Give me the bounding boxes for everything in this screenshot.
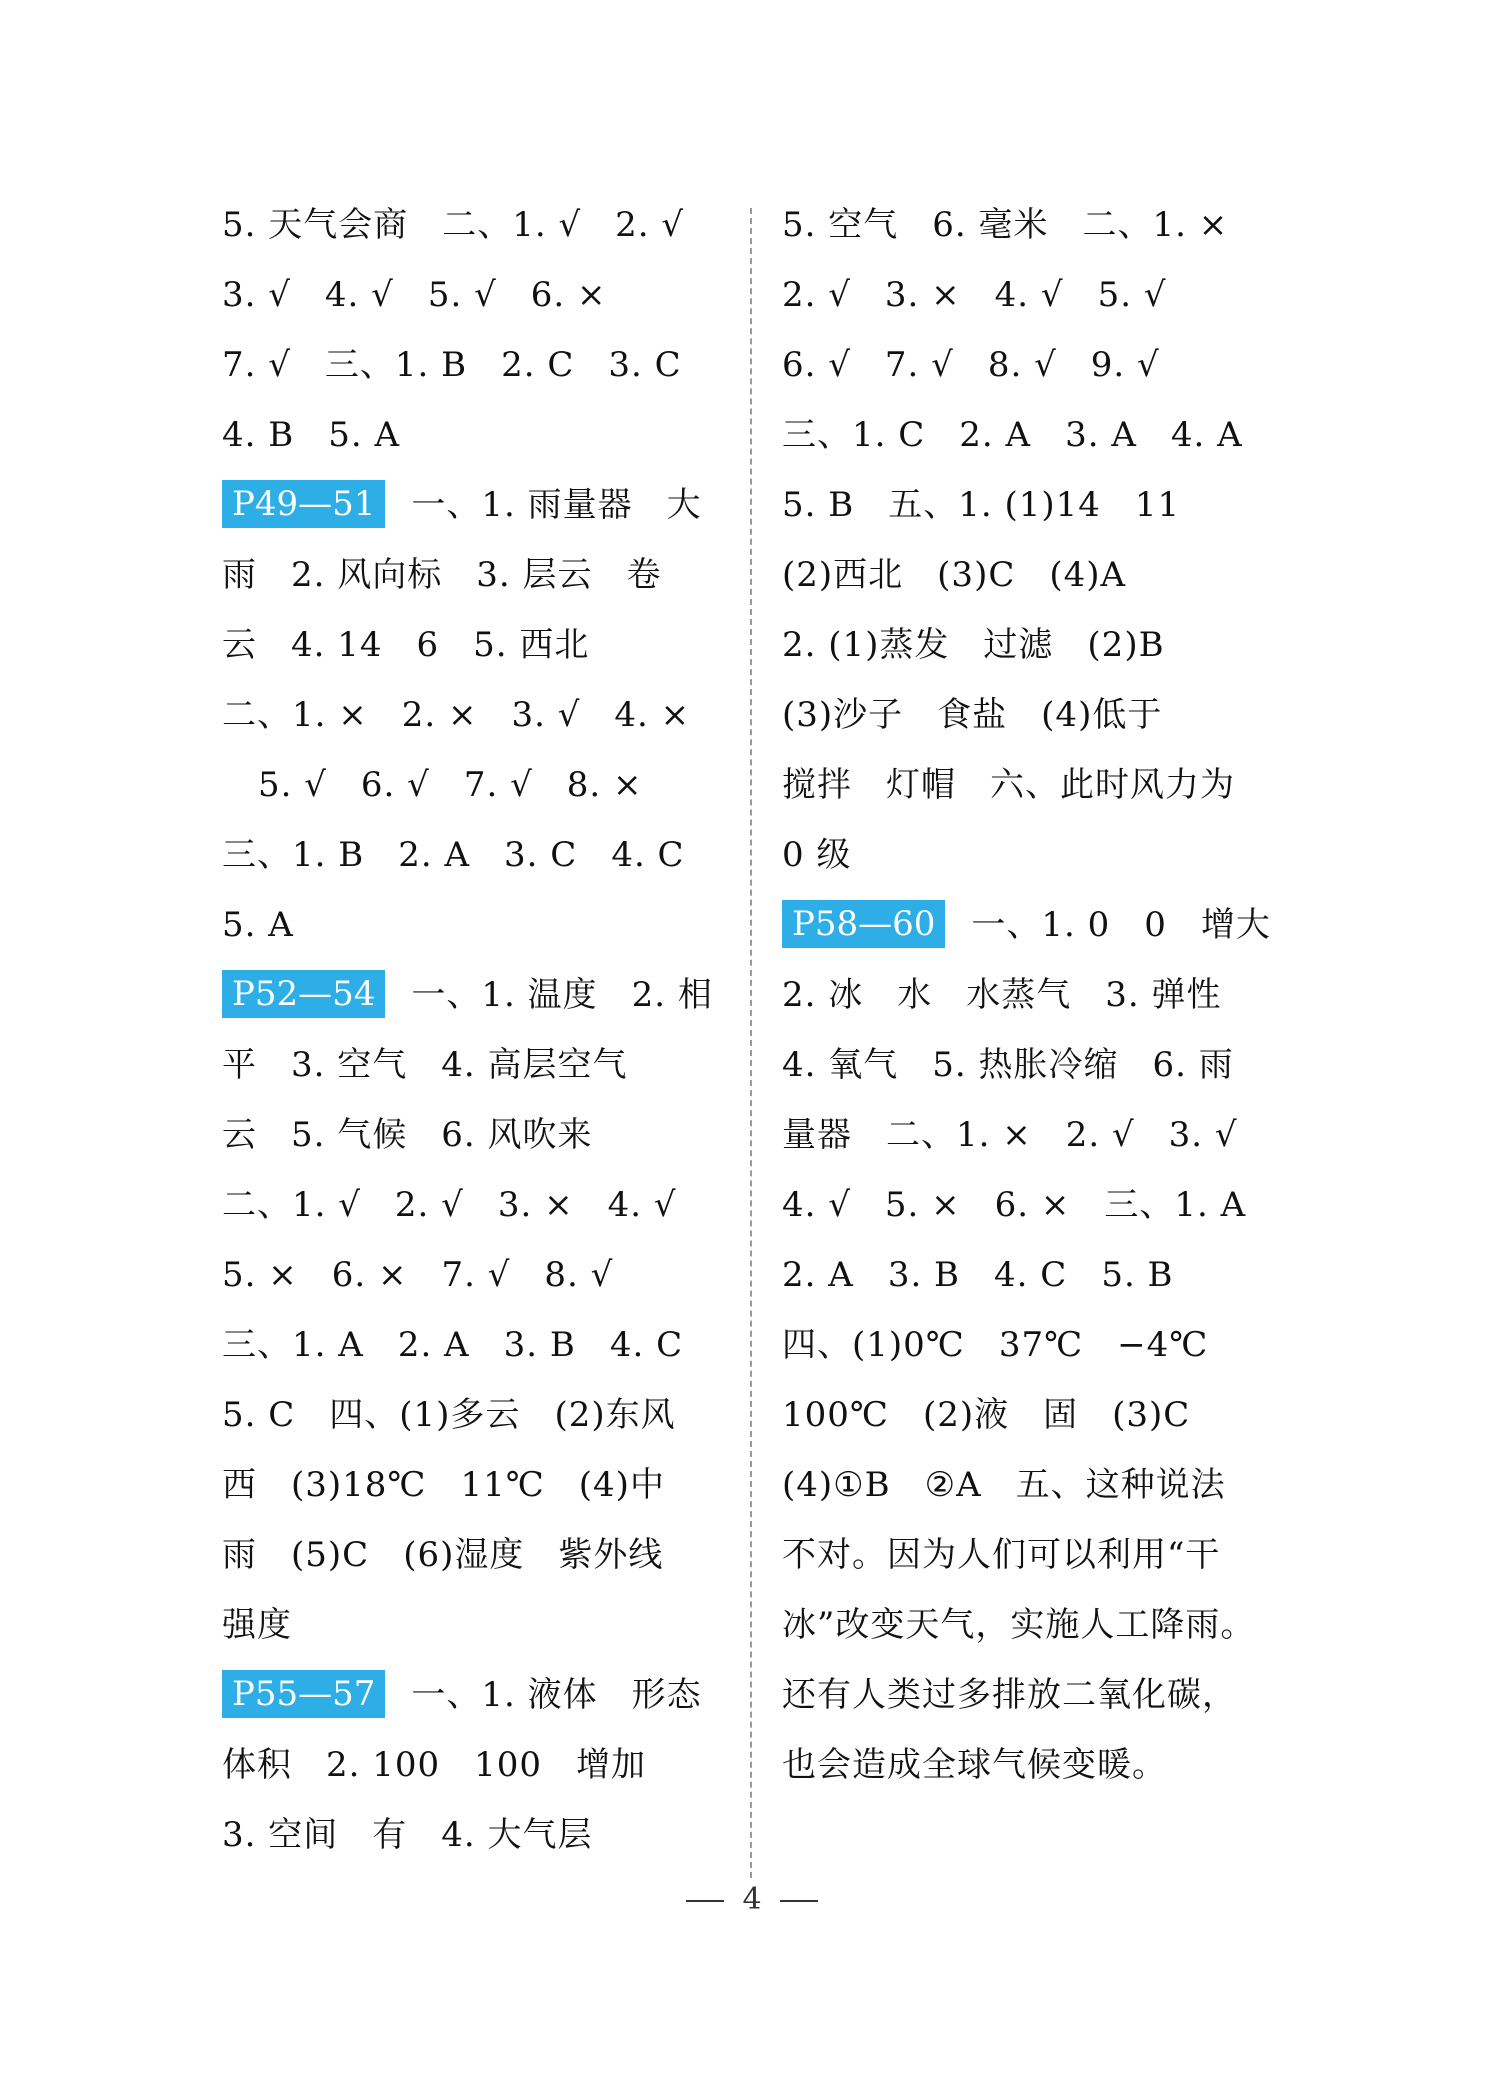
answer-text: 4. C <box>994 1255 1068 1295</box>
answer-text: 一、1. 雨量器 <box>411 485 633 525</box>
page-range-badge: P55—57 <box>222 1670 385 1718</box>
answer-text: 6. 风吹来 <box>441 1115 593 1155</box>
answer-line <box>782 1730 1322 1800</box>
answer-line <box>782 1450 1322 1520</box>
answer-text: 2. 100 <box>326 1745 441 1785</box>
answer-text: 5. 空气 <box>782 205 899 245</box>
answer-text: 强度 <box>222 1605 292 1645</box>
answer-text: 3. A <box>1065 415 1137 455</box>
answer-text: 8. × <box>566 765 643 805</box>
answer-text: 卷 <box>626 555 662 595</box>
answer-text: 3. 空间 <box>222 1815 339 1855</box>
answer-text: 5. C <box>222 1395 296 1435</box>
answer-text: 增加 <box>576 1745 647 1785</box>
answer-text: 搅拌 <box>782 765 852 805</box>
answer-line <box>782 1660 1322 1730</box>
answer-text: 3. √ <box>511 695 581 735</box>
answer-text: 3. √ <box>1168 1115 1238 1155</box>
answer-text: 5. √ <box>258 765 327 805</box>
answer-text: (2)液 <box>922 1395 1010 1435</box>
answer-text: 5. 气候 <box>291 1115 408 1155</box>
footer-dash-left <box>686 1900 724 1902</box>
answer-line <box>222 680 762 750</box>
answer-line <box>222 190 762 260</box>
answer-text: 4. 大气层 <box>441 1815 593 1855</box>
answer-text: 三、1. C <box>782 415 926 455</box>
answer-text: 6. √ <box>360 765 430 805</box>
answer-text: (4)中 <box>578 1465 665 1505</box>
answer-text: 量器 <box>782 1115 852 1155</box>
answer-text: 4. 高层空气 <box>441 1045 628 1085</box>
answer-text: 过滤 <box>983 625 1054 665</box>
page-footer <box>0 1882 1504 1917</box>
answer-text: (3)沙子 <box>782 695 904 735</box>
answer-line <box>782 680 1322 750</box>
answer-text: 2. √ <box>782 275 851 315</box>
answer-text: 二、1. √ <box>442 205 582 245</box>
answer-line <box>222 1660 762 1730</box>
answer-text: 2. A <box>397 1325 470 1365</box>
answer-text: 6. × <box>530 275 607 315</box>
answer-line <box>222 540 762 610</box>
answer-text: 2. A <box>959 415 1032 455</box>
answer-line <box>222 330 762 400</box>
answer-line <box>222 610 762 680</box>
answer-text: 3. × <box>497 1185 574 1225</box>
footer-dash-right <box>780 1900 818 1902</box>
answer-text: 4. √ <box>324 275 394 315</box>
answer-text: 4. √ <box>607 1185 677 1225</box>
page-number: 4 <box>742 1882 762 1917</box>
answer-text: 形态 <box>631 1675 702 1715</box>
answer-line <box>222 1730 762 1800</box>
answer-text: 大 <box>666 485 702 525</box>
left-answer-column <box>222 190 762 1870</box>
answer-text: 4. √ <box>994 275 1064 315</box>
answer-text: 6. √ <box>782 345 851 385</box>
answer-line <box>222 820 762 890</box>
answer-text: 2. √ <box>394 1185 464 1225</box>
answer-text: 3. 空气 <box>291 1045 408 1085</box>
answer-text: 雨 <box>222 555 257 595</box>
answer-text: 8. √ <box>544 1255 614 1295</box>
answer-text: 3. C <box>608 345 682 385</box>
answer-line <box>222 400 762 470</box>
answer-text: 0 <box>1144 905 1167 945</box>
answer-text: 5. × <box>884 1185 961 1225</box>
answer-text: 5. A <box>328 415 401 455</box>
answer-line <box>782 1030 1322 1100</box>
answer-line <box>782 750 1322 820</box>
answer-text: 二、1. × <box>222 695 368 735</box>
answer-line <box>222 1800 762 1870</box>
answer-text: 平 <box>222 1045 257 1085</box>
answer-text: 2. × <box>401 695 478 735</box>
answer-text: 3. B <box>503 1325 576 1365</box>
answer-text: 西 <box>222 1465 257 1505</box>
answer-text: 不对。因为人们可以利用“干 <box>782 1535 1221 1575</box>
answer-text: 灯帽 <box>886 765 956 805</box>
answer-text: 一、1. 温度 <box>411 975 598 1015</box>
answer-line <box>222 470 762 540</box>
answer-text: (4)A <box>1049 555 1127 595</box>
answer-line <box>782 400 1322 470</box>
answer-line <box>222 1380 762 1450</box>
answer-text: 2. A <box>782 1255 854 1295</box>
page-range-badge: P52—54 <box>222 970 385 1018</box>
answer-text: 5. 热胀冷缩 <box>932 1045 1119 1085</box>
answer-text: 5. A <box>222 905 294 945</box>
answer-line <box>222 890 762 960</box>
answer-text: 二、1. × <box>886 1115 1032 1155</box>
answer-text: 二、1. √ <box>222 1185 361 1225</box>
answer-text: 4. C <box>609 1325 684 1365</box>
answer-text: 2. √ <box>615 205 685 245</box>
answer-text: 3. B <box>887 1255 961 1295</box>
answer-text: (5)C <box>291 1535 370 1575</box>
answer-text: (3)18℃ <box>291 1465 427 1505</box>
answer-line <box>782 190 1322 260</box>
answer-text: (4)①B <box>782 1465 891 1505</box>
answer-line <box>222 1520 762 1590</box>
answer-text: (4)低于 <box>1041 695 1163 735</box>
answer-text: 三、1. A <box>222 1325 364 1365</box>
answer-text: 云 <box>222 1115 257 1155</box>
answer-line <box>222 260 762 330</box>
answer-text: 固 <box>1043 1395 1079 1435</box>
answer-text: 5. B <box>782 485 855 525</box>
answer-text: 水 <box>897 975 933 1015</box>
answer-line <box>222 1030 762 1100</box>
answer-text: 6. 雨 <box>1152 1045 1234 1085</box>
answer-line <box>222 1450 762 1520</box>
answer-text: (3)C <box>937 555 1016 595</box>
answer-text: 7. √ <box>463 765 533 805</box>
answer-text: 3. √ <box>222 275 291 315</box>
answer-line <box>782 890 1322 960</box>
answer-text: 3. C <box>504 835 578 875</box>
answer-text: 11 <box>1134 485 1181 525</box>
answer-text: (3)C <box>1112 1395 1191 1435</box>
answer-line <box>782 1590 1322 1660</box>
answer-text: 3. 弹性 <box>1105 975 1222 1015</box>
answer-text: 6. × <box>331 1255 408 1295</box>
answer-text: 还有人类过多排放二氧化碳， <box>782 1675 1237 1715</box>
answer-text: 3. × <box>884 275 961 315</box>
answer-text: 4. C <box>611 835 685 875</box>
answer-line <box>222 960 762 1030</box>
answer-line <box>782 960 1322 1030</box>
answer-text: 六、此时风力为 <box>990 765 1235 805</box>
answer-line <box>782 1520 1322 1590</box>
answer-line <box>782 330 1322 400</box>
answer-text: 三、1. B <box>324 345 468 385</box>
answer-text: 4. 氧气 <box>782 1045 899 1085</box>
answer-text: 2. C <box>501 345 575 385</box>
answer-text: 100 <box>474 1745 543 1785</box>
page-range-badge: P58—60 <box>782 900 945 948</box>
answer-text: 2. 冰 <box>782 975 864 1015</box>
answer-text: 2. (1)蒸发 <box>782 625 950 665</box>
answer-text: 增大 <box>1200 905 1271 945</box>
answer-text: 一、1. 液体 <box>411 1675 598 1715</box>
answer-text: 水蒸气 <box>966 975 1072 1015</box>
answer-line <box>222 1590 762 1660</box>
answer-text: 五、这种说法 <box>1015 1465 1226 1505</box>
answer-line <box>222 750 762 820</box>
answer-line <box>782 1310 1322 1380</box>
answer-text: 四、(1)多云 <box>329 1395 521 1435</box>
answer-text: 4. A <box>1170 415 1243 455</box>
page-range-badge: P49—51 <box>222 480 385 528</box>
answer-line <box>782 610 1322 680</box>
answer-text: 4. B <box>222 415 295 455</box>
answer-text: 2. √ <box>1065 1115 1135 1155</box>
answer-line <box>222 1310 762 1380</box>
answer-line <box>222 1170 762 1240</box>
answer-text: 5. B <box>1101 1255 1174 1295</box>
answer-text: 4. 14 <box>291 625 383 665</box>
answer-text: 4. √ <box>782 1185 851 1225</box>
answer-text: 云 <box>222 625 257 665</box>
answer-line <box>782 260 1322 330</box>
answer-text: 37℃ <box>998 1325 1084 1365</box>
answer-text: (2)西北 <box>782 555 904 595</box>
answer-text: 体积 <box>222 1745 292 1785</box>
answer-text: 5. × <box>222 1255 298 1295</box>
answer-text: 6. × <box>994 1185 1071 1225</box>
answer-text: 0 级 <box>782 835 852 875</box>
answer-text: 5. √ <box>1097 275 1167 315</box>
answer-text: 三、1. B <box>222 835 365 875</box>
answer-text: 三、1. A <box>1104 1185 1247 1225</box>
answer-line <box>782 1100 1322 1170</box>
answer-line <box>222 1240 762 1310</box>
answer-text: −4℃ <box>1117 1325 1209 1365</box>
answer-text: 5. 西北 <box>473 625 590 665</box>
answer-text: 四、(1)0℃ <box>782 1325 965 1365</box>
answer-text: 2. A <box>398 835 471 875</box>
answer-text: 一、1. 0 <box>971 905 1111 945</box>
column-divider <box>750 208 752 1878</box>
answer-text: 也会造成全球气候变暖。 <box>782 1745 1167 1785</box>
answer-text: 8. √ <box>987 345 1057 385</box>
answer-line <box>782 820 1322 890</box>
answer-text: 2. 相 <box>631 975 713 1015</box>
answer-text: 11℃ <box>460 1465 545 1505</box>
answer-line <box>222 1100 762 1170</box>
answer-text: 有 <box>372 1815 408 1855</box>
answer-text: 6 <box>416 625 440 665</box>
answer-text: 7. √ <box>441 1255 511 1295</box>
answer-text: 紫外线 <box>558 1535 664 1575</box>
answer-text: 5. 天气会商 <box>222 205 409 245</box>
answer-text: 7. √ <box>222 345 291 385</box>
answer-text: (2)东风 <box>554 1395 676 1435</box>
answer-text: 4. × <box>614 695 691 735</box>
answer-text: 食盐 <box>937 695 1008 735</box>
answer-text: 7. √ <box>884 345 954 385</box>
answer-text: 五、1. (1)14 <box>888 485 1101 525</box>
answer-text: 冰”改变天气，实施人工降雨。 <box>782 1605 1256 1645</box>
answer-text: 9. √ <box>1090 345 1160 385</box>
answer-line <box>782 540 1322 610</box>
answer-text: 100℃ <box>782 1395 889 1435</box>
answer-line <box>782 1380 1322 1450</box>
answer-text: (2)B <box>1087 625 1165 665</box>
answer-text: 5. √ <box>427 275 497 315</box>
answer-text: 雨 <box>222 1535 257 1575</box>
answer-text: (6)湿度 <box>403 1535 525 1575</box>
answer-text: 6. 毫米 <box>932 205 1049 245</box>
answer-text: ②A <box>924 1465 982 1505</box>
answer-line <box>782 1240 1322 1310</box>
answer-line <box>782 1170 1322 1240</box>
answer-text: 3. 层云 <box>476 555 593 595</box>
answer-text: 2. 风向标 <box>291 555 443 595</box>
answer-line <box>782 470 1322 540</box>
right-answer-column <box>782 190 1322 1800</box>
answer-text: 二、1. × <box>1082 205 1229 245</box>
